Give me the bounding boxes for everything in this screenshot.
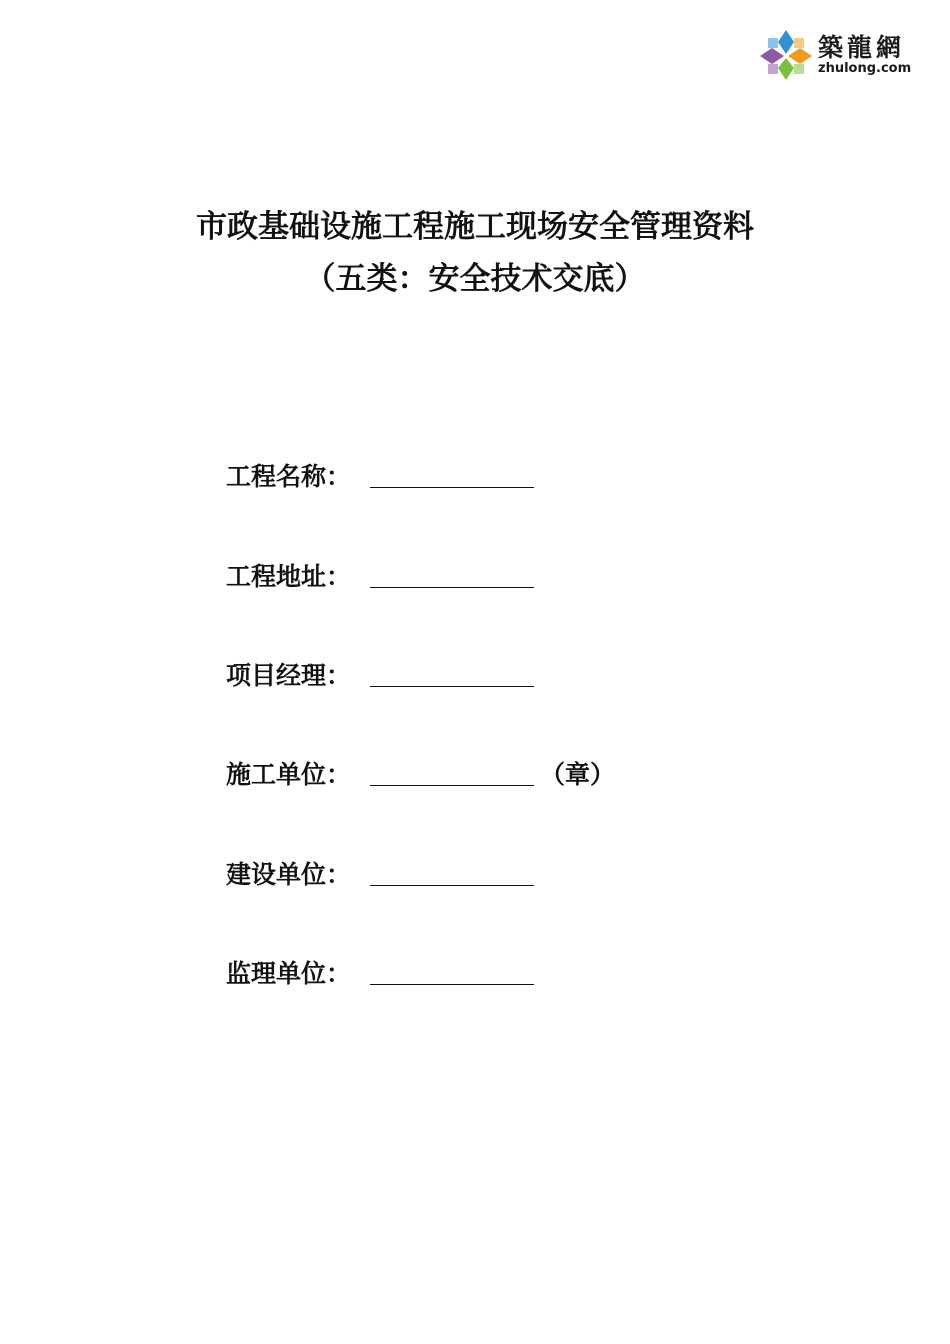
fill-in-blank-line: [370, 686, 534, 687]
field-project-address: [226, 557, 726, 593]
field-label: 工程名称：: [226, 462, 352, 491]
fill-in-blank-line: [370, 587, 534, 588]
field-label: 施工单位：: [226, 760, 352, 789]
field-supervision-unit: [226, 954, 726, 990]
field-project-name: [226, 457, 726, 493]
fill-in-blank-line: [370, 984, 534, 985]
fill-in-blank-line: [370, 487, 534, 488]
fill-in-blank-line: [370, 785, 534, 786]
seal-note: （章）: [540, 760, 616, 789]
zhulong-logo-icon: [758, 28, 814, 82]
field-label: 工程地址：: [226, 562, 352, 591]
field-label: 监理单位：: [226, 959, 352, 988]
document-subtitle: （五类：安全技术交底）: [304, 261, 646, 297]
field-label: 建设单位：: [226, 860, 352, 889]
field-project-manager: [226, 656, 726, 692]
fill-in-blank-line: [370, 885, 534, 886]
field-label: 项目经理：: [226, 661, 352, 690]
logo-domain: zhulong.com: [818, 61, 912, 76]
logo-chinese-name: 築龍網: [818, 33, 906, 62]
zhulong-logo: [758, 28, 918, 82]
field-construction-unit: [226, 755, 726, 791]
field-owner-unit: [226, 855, 726, 891]
document-title: 市政基础设施工程施工现场安全管理资料: [196, 209, 754, 245]
